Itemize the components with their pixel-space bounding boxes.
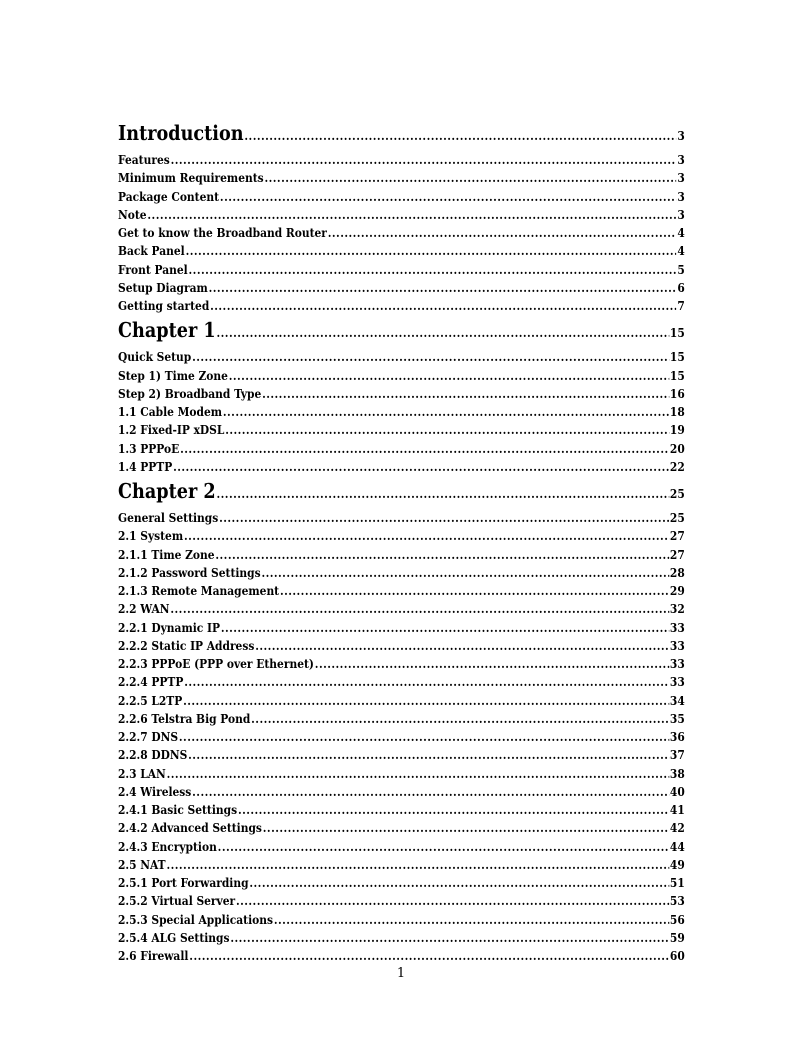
toc-entry-page: 33 <box>669 619 685 635</box>
toc-entry-title: Step 1) Time Zone <box>118 367 228 383</box>
toc-entry[interactable] <box>118 947 685 965</box>
toc-entry[interactable] <box>118 637 685 655</box>
toc-entry-page: 5 <box>677 261 685 277</box>
toc-entry[interactable] <box>118 582 685 600</box>
toc-entry[interactable] <box>118 655 685 673</box>
toc-entry-title: 2.1.3 Remote Management <box>118 583 280 598</box>
toc-entry-page: 59 <box>669 929 685 945</box>
toc-entry-title: 2.5 NAT <box>118 856 166 872</box>
dot-leader <box>315 655 669 673</box>
toc-entry[interactable] <box>118 509 685 527</box>
dot-leader <box>255 637 669 655</box>
dot-leader <box>170 600 669 618</box>
toc-entry-page: 53 <box>669 893 685 909</box>
toc-entry-title: Chapter 2 <box>118 479 216 503</box>
toc-entry[interactable] <box>118 929 685 947</box>
dot-leader <box>188 746 669 764</box>
toc-entry-page: 25 <box>669 510 685 525</box>
toc-entry[interactable] <box>118 838 685 856</box>
toc-entry[interactable] <box>118 527 685 545</box>
dot-leader <box>171 151 677 169</box>
toc-entry-title: 2.2.1 Dynamic IP <box>118 619 220 635</box>
toc-entry-title: 2.4 Wireless <box>118 783 192 799</box>
dot-leader <box>263 819 669 837</box>
toc-entry-page: 15 <box>669 349 685 365</box>
dot-leader <box>221 619 669 637</box>
dot-leader <box>219 509 669 527</box>
toc-entry-title: 2.5.1 Port Forwarding <box>118 875 249 890</box>
dot-leader <box>179 728 669 746</box>
toc-entry-title: Chapter 1 <box>118 318 216 343</box>
dot-leader <box>167 765 669 783</box>
toc-entry-page: 33 <box>669 656 685 671</box>
toc-entry-page: 36 <box>669 729 685 744</box>
toc-entry[interactable] <box>118 151 685 169</box>
toc-entry-title: General Settings <box>118 510 219 525</box>
toc-entry-page: 32 <box>669 601 685 617</box>
toc-entry-title: 2.4.3 Encryption <box>118 838 217 854</box>
toc-entry-page: 3 <box>677 206 685 222</box>
toc-entry-page: 15 <box>669 367 685 383</box>
toc-entry[interactable] <box>118 188 685 206</box>
toc-entry-title: Package Content <box>118 188 220 204</box>
toc-entry-title: 2.6 Firewall <box>118 948 189 963</box>
toc-entry-page: 37 <box>669 747 685 763</box>
toc-entry-page: 3 <box>677 152 685 167</box>
toc-entry-title: 2.1.2 Password Settings <box>118 564 261 580</box>
table-of-contents <box>118 118 685 965</box>
toc-entry[interactable] <box>118 440 685 458</box>
toc-entry[interactable] <box>118 856 685 874</box>
toc-entry-page: 27 <box>669 546 685 562</box>
toc-entry-page: 33 <box>669 674 685 690</box>
toc-entry-page: 3 <box>677 188 685 204</box>
dot-leader <box>328 224 677 242</box>
toc-entry[interactable] <box>118 619 685 637</box>
toc-entry[interactable] <box>118 367 685 385</box>
toc-entry[interactable] <box>118 315 685 348</box>
dot-leader <box>209 279 677 297</box>
dot-leader <box>244 120 676 151</box>
toc-entry[interactable] <box>118 458 685 476</box>
toc-entry[interactable] <box>118 765 685 783</box>
toc-entry[interactable] <box>118 224 685 242</box>
toc-entry-title: 1.1 Cable Modem <box>118 404 223 419</box>
toc-entry-page: 44 <box>669 838 685 854</box>
dot-leader <box>210 297 676 315</box>
toc-entry-title: 2.2.7 DNS <box>118 729 179 744</box>
toc-entry[interactable] <box>118 600 685 618</box>
dot-leader <box>223 403 669 421</box>
toc-entry-page: 25 <box>669 486 685 501</box>
toc-entry-title: Get to know the Broadband Router <box>118 225 327 240</box>
toc-entry-title: 2.5.3 Special Applications <box>118 911 273 927</box>
toc-entry-title: 2.2.5 L2TP <box>118 692 183 708</box>
dot-leader <box>215 546 669 564</box>
toc-entry[interactable] <box>118 874 685 892</box>
toc-entry-title: Features <box>118 152 170 167</box>
toc-entry-page: 6 <box>677 279 685 295</box>
toc-entry[interactable] <box>118 892 685 910</box>
toc-entry-title: 2.2.2 Static IP Address <box>118 637 255 653</box>
toc-entry-title: Minimum Requirements <box>118 170 264 186</box>
toc-entry[interactable] <box>118 403 685 421</box>
dot-leader <box>251 710 669 728</box>
toc-entry[interactable] <box>118 385 685 403</box>
toc-entry-page: 18 <box>669 404 685 419</box>
toc-entry-title: 2.2.8 DDNS <box>118 747 188 763</box>
dot-leader <box>262 385 669 403</box>
toc-entry[interactable] <box>118 746 685 764</box>
dot-leader <box>274 911 669 929</box>
toc-entry-page: 4 <box>677 225 685 240</box>
dot-leader <box>236 892 669 910</box>
dot-leader <box>183 692 669 710</box>
toc-entry[interactable] <box>118 564 685 582</box>
toc-entry[interactable] <box>118 819 685 837</box>
toc-entry[interactable] <box>118 476 685 509</box>
toc-entry[interactable] <box>118 169 685 187</box>
toc-entry-page: 16 <box>669 385 685 401</box>
toc-entry[interactable] <box>118 348 685 366</box>
toc-entry-title: Step 2) Broadband Type <box>118 385 262 401</box>
dot-leader <box>189 261 677 279</box>
toc-entry-title: 1.4 PPTP <box>118 458 173 474</box>
toc-entry[interactable] <box>118 710 685 728</box>
toc-entry-title: 2.2 WAN <box>118 601 170 617</box>
toc-entry-title: Back Panel <box>118 243 185 259</box>
toc-entry-page: 33 <box>669 637 685 653</box>
toc-entry[interactable] <box>118 206 685 224</box>
dot-leader <box>186 242 677 260</box>
toc-entry-title: Setup Diagram <box>118 279 208 295</box>
toc-entry-page: 40 <box>669 783 685 799</box>
toc-entry-title: 2.5.4 ALG Settings <box>118 929 230 945</box>
toc-entry[interactable] <box>118 728 685 746</box>
toc-entry-page: 15 <box>669 325 685 341</box>
toc-entry-title: 1.3 PPPoE <box>118 440 180 456</box>
dot-leader <box>147 206 676 224</box>
dot-leader <box>238 801 669 819</box>
dot-leader <box>225 421 669 439</box>
toc-entry-page: 7 <box>677 298 685 313</box>
toc-entry[interactable] <box>118 692 685 710</box>
toc-entry-page: 28 <box>669 564 685 580</box>
toc-entry-page: 60 <box>669 948 685 963</box>
toc-entry-page: 41 <box>669 802 685 817</box>
toc-entry-title: 2.1 System <box>118 528 184 544</box>
toc-entry-page: 20 <box>669 440 685 456</box>
toc-entry-title: 1.2 Fixed-IP xDSL <box>118 422 225 438</box>
toc-entry-title: Quick Setup <box>118 349 192 365</box>
toc-entry-page: 38 <box>669 765 685 781</box>
dot-leader <box>230 929 669 947</box>
toc-entry-page: 49 <box>669 856 685 872</box>
toc-entry[interactable] <box>118 783 685 801</box>
dot-leader <box>217 317 670 348</box>
toc-entry-page: 4 <box>677 243 685 259</box>
toc-entry-title: 2.2.4 PPTP <box>118 674 184 690</box>
dot-leader <box>265 169 677 187</box>
dot-leader <box>217 478 670 509</box>
toc-entry[interactable] <box>118 261 685 279</box>
toc-entry[interactable] <box>118 297 685 315</box>
page-number: 1 <box>396 966 406 981</box>
toc-entry-page: 42 <box>669 820 685 836</box>
toc-entry-title: Note <box>118 206 147 222</box>
toc-entry-page: 3 <box>677 128 685 143</box>
dot-leader <box>192 783 669 801</box>
dot-leader <box>166 856 669 874</box>
toc-entry-title: Front Panel <box>118 261 188 277</box>
dot-leader <box>192 348 669 366</box>
dot-leader <box>184 673 669 691</box>
toc-entry-page: 51 <box>669 875 685 890</box>
toc-entry-page: 22 <box>669 458 685 474</box>
toc-entry[interactable] <box>118 546 685 564</box>
toc-entry-title: Introduction <box>118 121 244 145</box>
toc-entry-page: 29 <box>669 583 685 598</box>
toc-entry-title: 2.5.2 Virtual Server <box>118 893 236 909</box>
toc-entry[interactable] <box>118 421 685 439</box>
dot-leader <box>229 367 669 385</box>
toc-entry-title: 2.2.6 Telstra Big Pond <box>118 710 251 726</box>
toc-entry-title: 2.1.1 Time Zone <box>118 546 215 562</box>
dot-leader <box>249 874 669 892</box>
dot-leader <box>220 188 677 206</box>
toc-entry[interactable] <box>118 118 685 151</box>
toc-entry-page: 19 <box>669 422 685 438</box>
toc-entry-page: 3 <box>677 170 685 186</box>
toc-entry-title: 2.3 LAN <box>118 765 166 781</box>
dot-leader <box>218 838 669 856</box>
dot-leader <box>184 527 669 545</box>
dot-leader <box>173 458 669 476</box>
toc-entry-title: 2.4.1 Basic Settings <box>118 802 238 817</box>
toc-entry[interactable] <box>118 801 685 819</box>
toc-entry-page: 35 <box>669 710 685 726</box>
dot-leader <box>280 582 669 600</box>
dot-leader <box>189 947 669 965</box>
toc-entry[interactable] <box>118 911 685 929</box>
toc-entry-page: 34 <box>669 692 685 708</box>
toc-entry-title: 2.2.3 PPPoE (PPP over Ethernet) <box>118 656 314 671</box>
toc-entry-title: 2.4.2 Advanced Settings <box>118 820 262 836</box>
toc-entry[interactable] <box>118 279 685 297</box>
dot-leader <box>180 440 669 458</box>
toc-entry-page: 27 <box>669 528 685 544</box>
toc-entry[interactable] <box>118 673 685 691</box>
toc-entry[interactable] <box>118 242 685 260</box>
toc-entry-page: 56 <box>669 911 685 927</box>
dot-leader <box>261 564 669 582</box>
toc-entry-title: Getting started <box>118 298 210 313</box>
